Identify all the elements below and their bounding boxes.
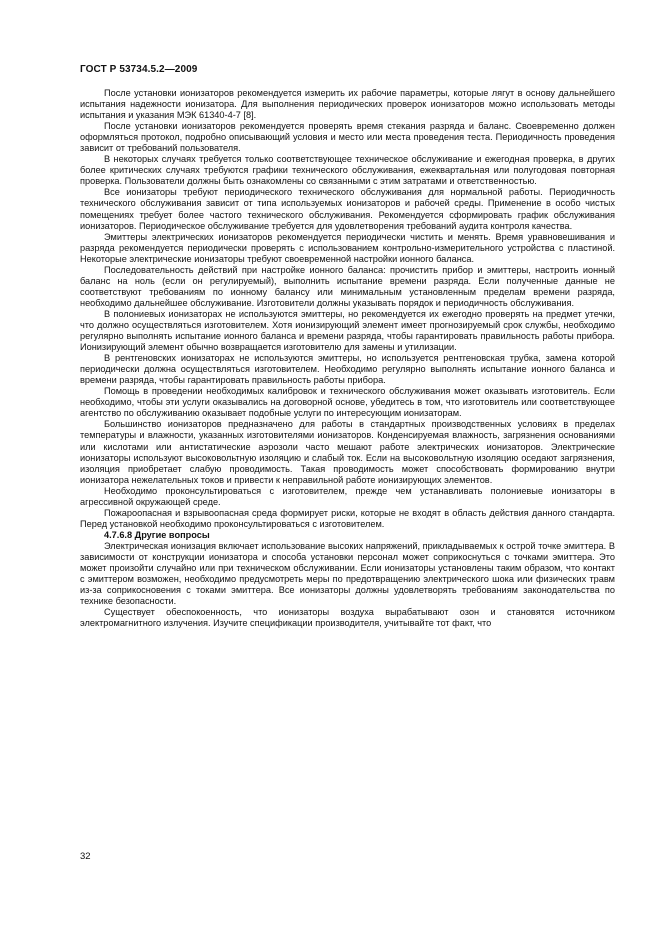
paragraph: Эмиттеры электрических ионизаторов рекомендуется периодически чистить и менять. Время уравновешивания и разряда рекомендуется периодически проверять с использованием контрольно-измерительного устройства с пластиной. Некоторые электрические ионизаторы требуют своевременной настройки ионного баланса.	[80, 231, 615, 264]
document-body	[80, 88, 615, 629]
paragraph: В рентгеновских ионизаторах не используются эмиттеры, но используется рентгеновская трубка, замена которой периодически должна осуществляться изготовителем. Необходимо регулярно выполнять испытание ионного баланса и времени разряда, чтобы гарантировать правильность работы прибора.	[80, 353, 615, 386]
paragraph: Необходимо проконсультироваться с изготовителем, прежде чем устанавливать полониевые ионизаторы в агрессивной окружающей среде.	[80, 485, 615, 507]
paragraph: В полониевых ионизаторах не используются эмиттеры, но рекомендуется их ежегодно проверять на предмет утечки, что должно осуществляться изготовителем. Хотя ионизирующий элемент имеет прогнозируемый срок службы, необходимо регулярно выполнять испытание ионного баланса и времени разряда, чтобы гарантировать правильность работы прибора. Ионизирующий элемент обычно возвращается изготовителю для замены и утилизации.	[80, 308, 615, 353]
section-heading: 4.7.6.8 Другие вопросы	[104, 529, 210, 540]
paragraph: Существует обеспокоенность, что ионизаторы воздуха вырабатывают озон и становятся источником электромагнитного излучения. Изучите спецификации производителя, учитывайте тот факт, что	[80, 607, 615, 629]
paragraph: Пожароопасная и взрывоопасная среда формирует риски, которые не входят в область действия данного стандарта. Перед установкой необходимо проконсультироваться с изготовителем.	[80, 507, 615, 529]
page-number: 32	[80, 851, 91, 862]
paragraph: После установки ионизаторов рекомендуется проверять время стекания разряда и баланс. Своевременно должен оформляться протокол, подробно описывающий условия и место или места проведения теста. Периодичность проведения зависит от требований пользователя.	[80, 121, 615, 154]
paragraph: В некоторых случаях требуется только соответствующее техническое обслуживание и ежегодная проверка, в других более критических случаях требуются графики технического обслуживания, ежеквартальная или полугодовая повторная проверка. Пользователи должны быть ознакомлены со связанными с этим затратами и ответственностью.	[80, 154, 615, 187]
paragraph: Электрическая ионизация включает использование высоких напряжений, прикладываемых к острой точке эмиттера. В зависимости от конструкции ионизатора и способа установки персонал может соприкоснуться с точками эмиттера. Это может произойти случайно или при техническом обслуживании. Если ионизаторы установлены таким образом, что контакт с эмиттером возможен, необходимо предусмотреть меры по предотвращению электрического шока или физических травм из-за соприкосновения с токами эмиттера. Все ионизаторы должны удовлетворять требованиям законодательства по технике безопасности.	[80, 540, 615, 607]
paragraph: Большинство ионизаторов предназначено для работы в стандартных производственных условиях в пределах температуры и влажности, указанных изготовителями ионизаторов. Конденсируемая влажность, загрязнения основаниями или кислотами или антистатические аэрозоли часто мешают работе электрических ионизаторов. Электрические ионизаторы используют высоковольтную изоляцию и слабый ток. Если на высоковольтную изоляцию оседают загрязнения, изоляция приобретает слабую проводимость. Такая проводимость может способствовать формированию внутри ионизатора нежелательных токов и привести к неправильной работе ионизирующих элементов.	[80, 419, 615, 485]
document-header: ГОСТ Р 53734.5.2—2009	[80, 64, 198, 75]
paragraph: Все ионизаторы требуют периодического технического обслуживания для нормальной работы. Периодичность технического обслуживания зависит от типа используемых ионизаторов и рабочей среды. Применение в особо чистых помещениях требует более частого технического обслуживания. Рекомендуется сформировать график обслуживания ионизаторов. Периодическое обслуживание требуется для удовлетворения требований аудита контроля качества.	[80, 187, 615, 231]
paragraph: Последовательность действий при настройке ионного баланса: прочистить прибор и эмиттеры, настроить ионный баланс на ноль (если он регулируемый), выполнить испытание времени разряда. Если полученные данные не соответствуют требованиям по ионному балансу или минимальным установленным пределам времени разряда, необходимо дальнейшее обслуживание. Изготовители должны указывать порядок и периодичность обслуживания.	[80, 264, 615, 308]
paragraph: Помощь в проведении необходимых калибровок и технического обслуживания может оказывать изготовитель. Если необходимо, чтобы эти услуги оказывались на договорной основе, убедитесь в том, что изготовитель или соответствующее агентство по обслуживанию оказывает подобные услуги по интересующим ионизаторам.	[80, 386, 615, 419]
paragraph: После установки ионизаторов рекомендуется измерить их рабочие параметры, которые лягут в основу дальнейшего испытания надежности ионизатора. Для выполнения периодических проверок ионизаторов можно использовать методы испытания и указания МЭК 61340-4-7 [8].	[80, 88, 615, 121]
